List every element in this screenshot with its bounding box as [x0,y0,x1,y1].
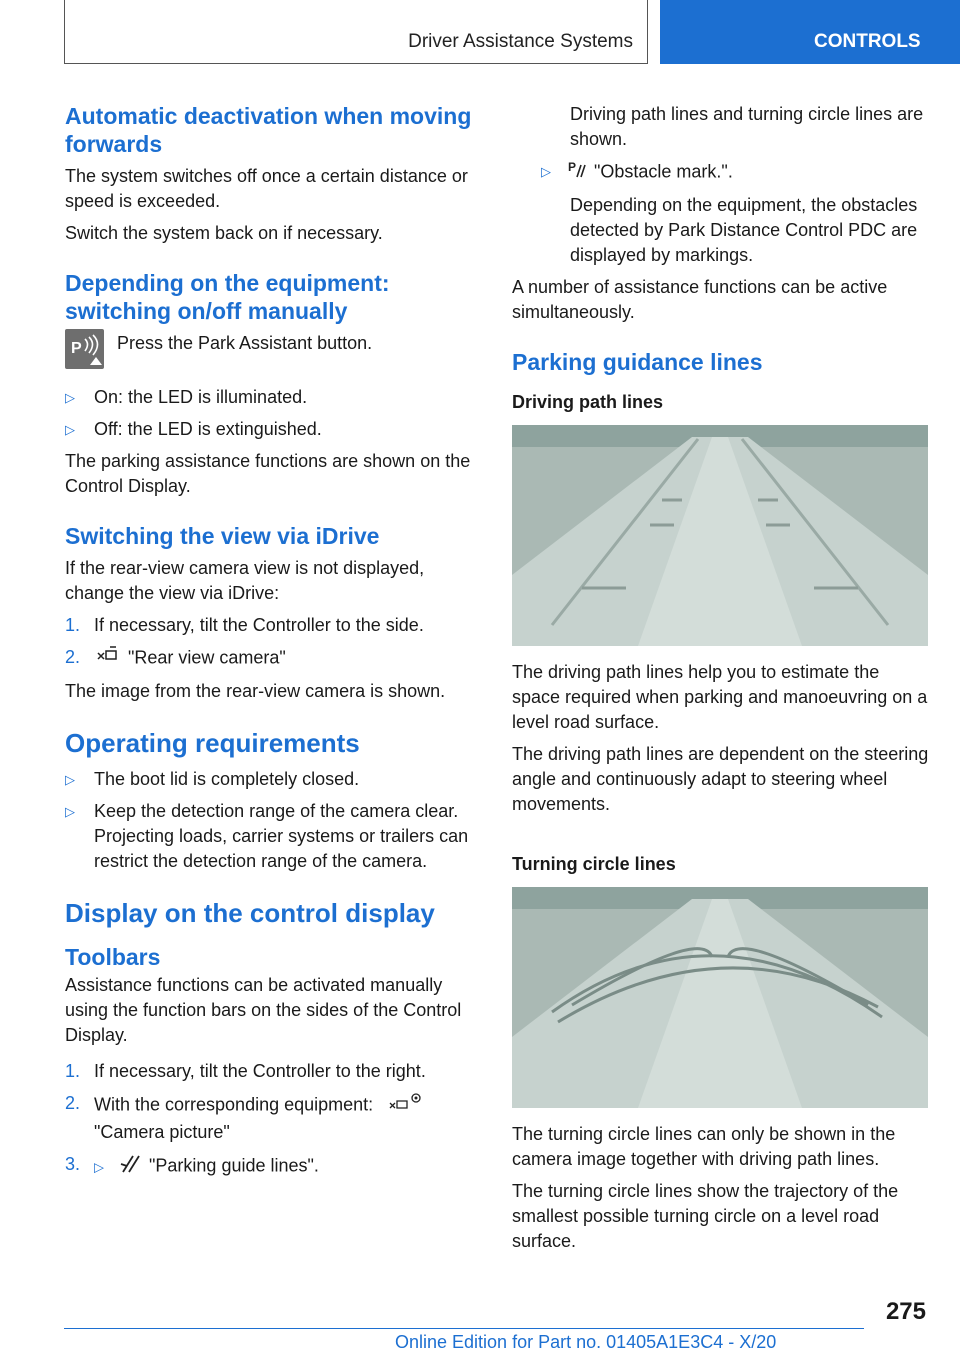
text-lines-shown: Driving path lines and turning circle lines are shown. [570,104,924,149]
step-number: 1. [65,1061,81,1081]
heading-auto-deactivation: Automatic deactivation when moving forwards [65,103,472,157]
triangle-bullet-icon: ▷ [65,804,75,819]
step-number: 1. [65,615,81,635]
park-assistant-button-icon [65,329,104,369]
text-shown: The parking assistance functions are shown on the Control Display. [65,451,471,496]
step-text-2: "Camera picture" [94,1122,230,1142]
obstacle-mark-icon [568,159,586,186]
text-driving-2: The driving path lines are dependent on the steering angle and continuously adapt to steering wheel movements. [512,744,929,814]
parking-guide-lines-icon [119,1152,141,1181]
step-text: If necessary, tilt the Controller to the right. [94,1061,426,1081]
heading-manual-switch: Depending on the equipment: switching on/off manually [65,270,390,324]
heading-parking-guidance: Parking guidance lines [512,349,763,375]
triangle-bullet-icon: ▷ [65,390,75,405]
park-assistant-instruction [65,331,475,373]
toolbar-step-2 [65,1091,475,1145]
text-turning-2: The turning circle lines show the trajectory of the smallest possible turning circle on a level road surface. [512,1181,899,1251]
rear-camera-icon [96,645,120,672]
footer-rule [64,1328,864,1329]
text-turning-1: The turning circle lines can only be shown in the camera image together with driving path lines. [512,1124,896,1169]
header-section-title: Driver Assistance Systems [408,31,633,52]
park-assistant-text: Press the Park Assistant button. [117,333,373,353]
triangle-bullet-icon: ▷ [65,422,75,437]
req-item-2 [65,799,475,874]
triangle-bullet-icon: ▷ [94,1159,104,1175]
text-toolbars: Assistance functions can be activated manually using the function bars on the sides of the Control Display. [65,975,462,1045]
req-item-1 [65,767,475,792]
step-text: "Rear view camera" [128,647,286,668]
list-text: Keep the detection range of the camera clear. Projecting loads, carrier systems or trailers can restrict the detection range of the camera. [94,801,469,871]
text-obstacle: Depending on the equipment, the obstacles detected by Park Distance Control PDC are displayed by markings. [570,195,918,265]
text-switch: If the rear-view camera view is not displayed, change the view via iDrive: [65,558,425,603]
list-item-off [65,417,475,442]
heading-toolbars: Toolbars [65,944,161,970]
list-item-on [65,385,475,410]
header-section-box [64,0,648,64]
heading-driving-path: Driving path lines [512,392,664,412]
step-2 [65,645,475,672]
heading-operating-requirements: Operating requirements [65,728,360,758]
svg-text:P: P [71,340,82,357]
toolbar-step-3 [65,1152,475,1181]
page-number: 275 [885,1298,926,1325]
heading-turning-circle: Turning circle lines [512,854,676,874]
step-number: 3. [65,1154,81,1174]
step-text: With the corresponding equipment: [94,1094,374,1115]
list-text: On: the LED is illuminated. [94,387,308,407]
text-image-shown: The image from the rear-view camera is shown. [65,681,446,701]
edition-text: Online Edition for Part no. 01405A1E3C4 - X/20 [395,1332,777,1352]
step-1 [65,613,475,638]
svg-text:P: P [568,160,577,174]
heading-control-display: Display on the control display [65,898,435,928]
list-text: The boot lid is completely closed. [94,769,360,789]
text-simultaneous: A number of assistance functions can be active simultaneously. [512,277,888,322]
toolbar-step-1 [65,1059,475,1084]
right-column [512,102,930,1261]
list-text: "Obstacle mark.". [594,161,733,182]
list-text: Off: the LED is extinguished. [94,419,322,439]
camera-settings-icon [388,1091,424,1120]
step-number: 2. [65,647,81,667]
triangle-bullet-icon: ▷ [65,772,75,787]
text-driving-1: The driving path lines help you to estimate the space required when parking and manoeuvring on a level road surface. [512,662,928,732]
text-auto-1: The system switches off once a certain distance or speed is exceeded. [65,166,468,211]
turning-circle-lines-image [512,887,928,1108]
step-text: "Parking guide lines". [149,1155,319,1176]
triangle-bullet-icon: ▷ [541,164,551,179]
text-auto-2: Switch the system back on if necessary. [65,223,383,243]
heading-switch-view: Switching the view via iDrive [65,523,380,549]
header-chapter-title: CONTROLS [814,31,921,52]
header-chapter-tab[interactable] [660,0,960,64]
step-number: 2. [65,1093,81,1113]
step-text: If necessary, tilt the Controller to the side. [94,615,424,635]
left-column [65,102,475,1188]
driving-path-lines-image [512,425,928,646]
obstacle-item [512,159,930,186]
